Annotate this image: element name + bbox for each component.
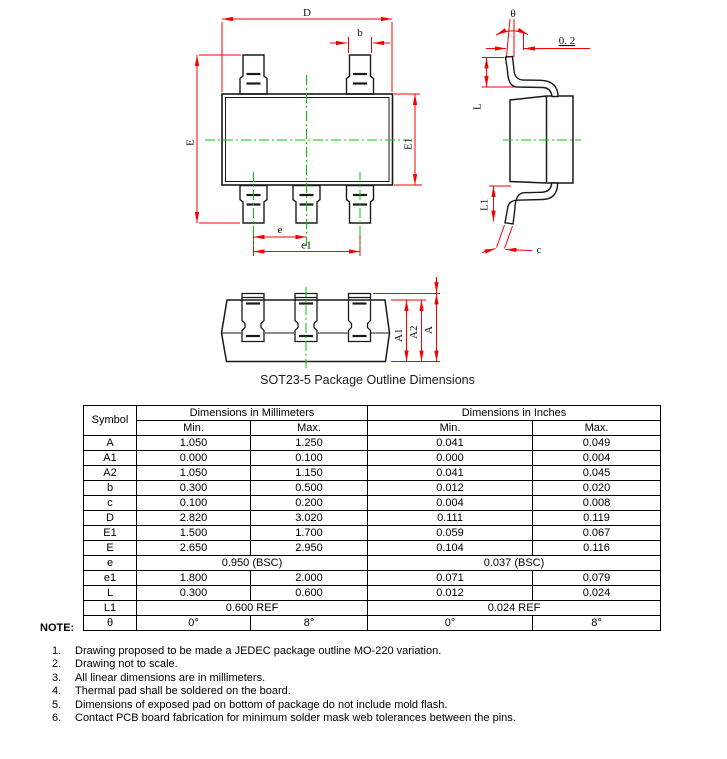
value-cell: 0.008 [533,496,661,511]
notes-section [40,622,700,725]
dimension-row [84,586,661,601]
dimension-row [84,511,661,526]
value-cell: 2.000 [251,571,368,586]
dimension-row [84,526,661,541]
note-item [40,699,700,712]
header-inch-min: Min. [368,421,533,436]
symbol-cell: D [84,511,137,526]
note-number: 2. [52,658,62,671]
symbol-cell: E1 [84,526,137,541]
value-cell: 1.250 [251,436,368,451]
value-cell: 2.650 [137,541,251,556]
header-mm-min: Min. [137,421,251,436]
symbol-cell: A [84,436,137,451]
dim-label-D: D [303,7,311,19]
value-cell: 0.049 [533,436,661,451]
value-cell: 0.041 [368,466,533,481]
value-cell: 0.111 [368,511,533,526]
header-inch-max: Max. [533,421,661,436]
value-cell: 0.059 [368,526,533,541]
dimension-row [84,481,661,496]
value-cell: 0.119 [533,511,661,526]
note-number: 3. [52,671,62,684]
value-cell: 0.600 [251,586,368,601]
front-view-drawing [222,277,441,368]
symbol-cell: L1 [84,601,137,616]
value-cell: 0.012 [368,586,533,601]
dim-label-theta: θ [510,8,516,20]
symbol-cell: A1 [84,451,137,466]
note-text: Dimensions of exposed pad on bottom of package do not include mold flash. [75,698,448,711]
dim-label-e: e [277,224,283,236]
value-cell: 2.950 [251,541,368,556]
symbol-cell: A2 [84,466,137,481]
value-cell: 0.100 [137,496,251,511]
note-text: All linear dimensions are in millimeters. [75,671,266,684]
value-cell: 0.041 [368,436,533,451]
dimension-row [84,451,661,466]
dim-label-A2: A2 [408,325,420,339]
value-cell-span: 0.037 (BSC) [368,556,661,571]
value-cell: 0° [368,616,533,631]
note-text: Drawing not to scale. [75,658,178,671]
dim-label-e1: e1 [301,239,312,252]
value-cell: 0.000 [137,451,251,466]
symbol-cell: e [84,556,137,571]
dimensions-table [83,405,661,631]
dimension-row [84,466,661,481]
note-number: 6. [52,712,62,725]
header-symbol: Symbol [84,406,137,436]
value-cell: 0.500 [251,481,368,496]
notes-heading: NOTE: [40,622,75,634]
value-cell: 0.300 [137,481,251,496]
value-cell: 2.820 [137,511,251,526]
dimension-row [84,436,661,451]
value-cell: 0.300 [137,586,251,601]
value-cell: 1.050 [137,436,251,451]
dimension-row [84,541,661,556]
note-text: Thermal pad shall be soldered on the board. [75,685,291,698]
value-cell-span: 0.950 (BSC) [137,556,368,571]
value-cell: 0.000 [368,451,533,466]
value-cell: 1.500 [137,526,251,541]
side-view-drawing [472,8,591,256]
dim-label-E: E [184,139,197,146]
note-item [40,645,700,658]
note-text: Contact PCB board fabrication for minimum solder mask web tolerances between the pins. [75,712,516,725]
value-cell-span: 0.024 REF [368,601,661,616]
dim-label-E1: E1 [402,137,415,150]
dim-label-0-2: 0. 2 [558,35,576,47]
value-cell: 0.071 [368,571,533,586]
note-number: 4. [52,685,62,698]
note-number: 1. [52,645,62,657]
dim-label-A1: A1 [393,328,405,342]
note-item [40,672,700,685]
value-cell: 0.024 [533,586,661,601]
value-cell: 1.700 [251,526,368,541]
dimension-row [84,496,661,511]
symbol-cell: L [84,586,137,601]
dim-label-b: b [357,27,363,39]
top-view-drawing [185,7,423,256]
dimension-row [84,556,661,571]
value-cell: 0.012 [368,481,533,496]
value-cell: 0.004 [533,451,661,466]
note-number: 5. [52,698,62,711]
value-cell: 1.050 [137,466,251,481]
header-mm-group: Dimensions in Millimeters [137,406,368,421]
dimension-row [84,571,661,586]
value-cell: 1.800 [137,571,251,586]
value-cell: 0.045 [533,466,661,481]
dimension-row [84,601,661,616]
dim-label-L1: L1 [478,198,491,211]
value-cell: 0.100 [251,451,368,466]
table-header-groups [84,406,661,421]
drawing-title: SOT23-5 Package Outline Dimensions [260,373,475,387]
dim-label-c: c [536,244,542,256]
value-cell: 3.020 [251,511,368,526]
value-cell: 0.020 [533,481,661,496]
symbol-cell: b [84,481,137,496]
value-cell: 0.067 [533,526,661,541]
symbol-cell: e1 [84,571,137,586]
note-item [40,685,700,698]
dim-label-L: L [471,103,484,110]
table-header-minmax [84,421,661,436]
symbol-cell: θ [84,616,137,631]
value-cell: 0.004 [368,496,533,511]
value-cell: 0.116 [533,541,661,556]
note-item [40,658,700,671]
note-text: Drawing proposed to be made a JEDEC package outline MO-220 variation. [75,645,442,657]
symbol-cell: c [84,496,137,511]
note-item [40,712,700,725]
value-cell: 1.150 [251,466,368,481]
value-cell: 0.200 [251,496,368,511]
value-cell: 8° [251,616,368,631]
value-cell-span: 0.600 REF [137,601,368,616]
value-cell: 0° [137,616,251,631]
value-cell: 8° [533,616,661,631]
value-cell: 0.079 [533,571,661,586]
dim-label-A: A [423,326,435,334]
symbol-cell: E [84,541,137,556]
header-inch-group: Dimensions in Inches [368,406,661,421]
header-mm-max: Max. [251,421,368,436]
value-cell: 0.104 [368,541,533,556]
